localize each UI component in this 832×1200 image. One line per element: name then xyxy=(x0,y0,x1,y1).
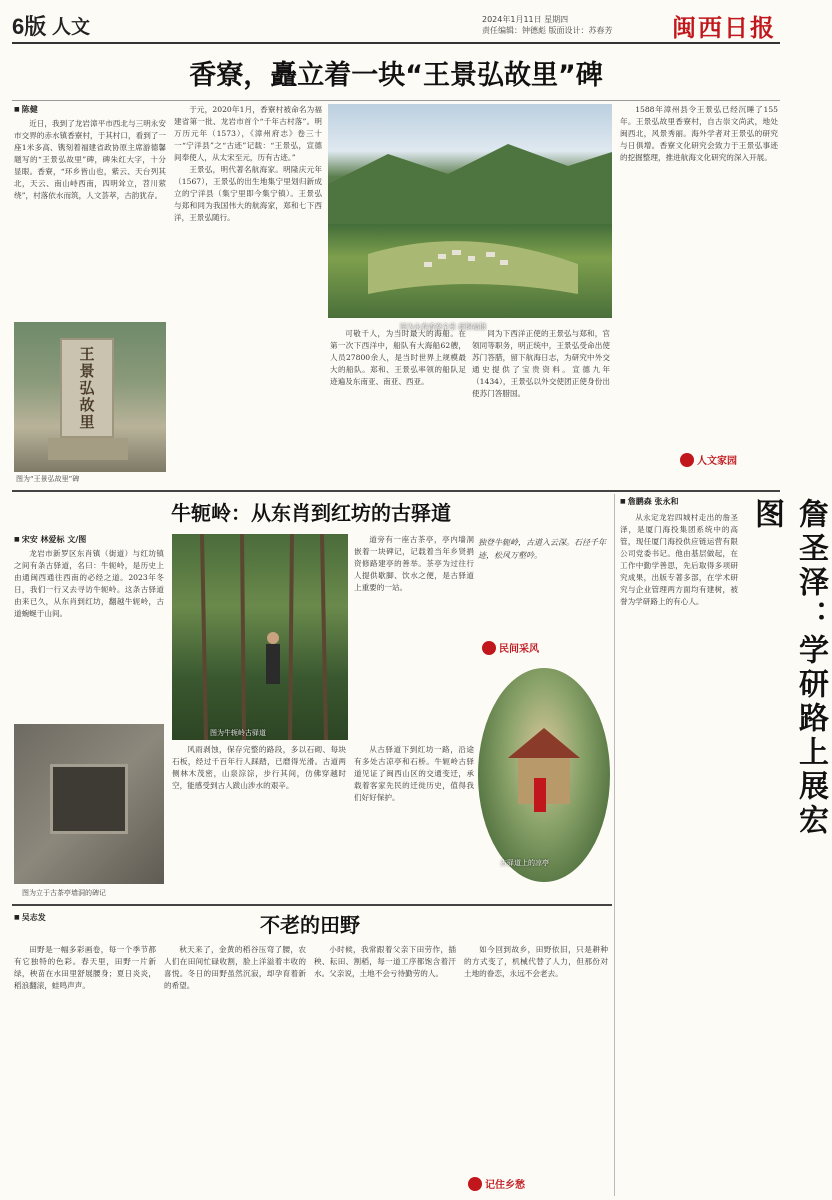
section-title: 人文 xyxy=(52,16,91,38)
article2-tag-label: 民间采风 xyxy=(499,644,539,655)
article4-column-tag xyxy=(468,1176,525,1191)
article2-photo1-caption: 图为牛轭岭古驿道 xyxy=(210,729,266,737)
stele-inscription: 王景弘故里 xyxy=(77,346,96,431)
article1-col5-text: 同为下西洋正使的王景弘与郑和，官领同等职务，明正统中，王景弘受命出使苏门答腊，留下航海日志，为研究中外交通史提供了宝贵资料。宣德九年（1434），王景弘以外交使团正使身份出使苏门答腊国。 xyxy=(472,329,610,398)
article1-rule xyxy=(12,100,780,101)
article4-headline: 不老的田野 xyxy=(260,913,360,937)
landscape-svg xyxy=(328,104,612,318)
article2-pavilion-photo xyxy=(478,668,610,882)
stele-base xyxy=(48,438,128,460)
article4-col1-text: 田野是一幅多彩画卷，每一个季节都有它独特的色彩。春天里，田野一片新绿，秧苗在水田里舒展腰身；夏日炎炎，稻浪翻滚，蛙鸣声声。 xyxy=(14,945,156,990)
article2-col3 xyxy=(354,534,474,660)
article1-col1 xyxy=(14,118,166,318)
article2-byline-box xyxy=(14,534,164,545)
column-tag-icon-2 xyxy=(482,641,496,655)
article4-tag-label: 记住乡愁 xyxy=(485,1180,525,1191)
article2-photo3-caption: 古驿道上的凉亭 xyxy=(500,859,549,867)
stele-stone xyxy=(60,338,114,438)
article1-col3-text: 王景弘，明代著名航海家。明隆庆元年（1567），王景弘的出生地集宁里划归新成立的宁洋县（集宁里即今集宁镇）。王景弘与郑和同为我国伟大的航海家，郑和七下西洋，王景弘随行。 xyxy=(174,165,322,222)
article1-col2-text: 于元，2020年1月，香寮村被命名为福建省第一批、龙岩市首个“千年古村落”。明万历元年（1573），《漳州府志》卷三十一“宁洋县”之“古迹”记载：“王景弘，宣德间奉使人，从太宋至元，历有古迹。” xyxy=(174,105,322,162)
article3-byline-box xyxy=(620,496,740,507)
issue-date: 2024年1月11日 星期四 xyxy=(482,15,569,24)
article2-col2-text: 风雨剥蚀，保存完整的路段，多以石砌、每块石板，经过千百年行人踩踏，已磨得光滑。古道两侧林木茂密，山泉淙淙，步行其间，仿佛穿越时空，能感受到古人跋山涉水的艰辛。 xyxy=(172,745,346,790)
article1-col6-text: 1588年漳州县令王景弘已经沉睡了155年。王景弘故里香寮村，自古崇文尚武，地处闽西北，风景秀丽。海外学者对王景弘的研究与日俱增。香寮文化研究会致力于王景弘事迹的挖掘整理，推进航海文化研究的深入开展。 xyxy=(620,105,778,162)
section-divider-2 xyxy=(12,904,612,906)
article2-col2 xyxy=(172,744,346,884)
article1-byline-box xyxy=(14,104,164,115)
hiker-head xyxy=(267,632,279,644)
article1-col6 xyxy=(620,104,778,444)
article4-col4-text: 如今回到故乡，田野依旧，只是耕种的方式变了，机械代替了人力，但那份对土地的眷恋，永远不会老去。 xyxy=(464,945,608,978)
page-number: 6版 xyxy=(12,14,47,39)
article2-col1-text: 龙岩市新罗区东肖镇（街道）与红坊镇之间有条古驿道，名曰：牛轭岭，是历史上由通闽西通往西南的必经之道。2023年冬日，我们一行又去寻访牛轭岭。这条古驿道由来已久，从东肖到红坊，翻越牛轭岭，古道蜿蜒于山间。 xyxy=(14,549,164,618)
article3-byline: ■ 詹鹏森 张永和 xyxy=(620,496,740,507)
column-tag-icon xyxy=(680,453,694,467)
article1-col5 xyxy=(472,328,610,486)
right-column-divider xyxy=(614,494,615,1196)
article1-photo2-caption: 图为永春香寮全景 颜锦福摄 xyxy=(400,323,487,331)
mountain-ridge xyxy=(328,144,612,224)
tree-trunks xyxy=(202,534,326,740)
article1-col2 xyxy=(174,104,322,486)
article1-stele-photo xyxy=(14,322,166,472)
valley-fields xyxy=(368,241,578,294)
article2-photo2-caption: 图为立于古茶亭墙洞的碑记 xyxy=(22,889,106,897)
article4-col2-text: 秋天来了，金黄的稻谷压弯了腰，农人们在田间忙碌收割，脸上洋溢着丰收的喜悦。冬日的田野虽然沉寂，却孕育着新的希望。 xyxy=(164,945,306,990)
article2-col4 xyxy=(354,744,474,884)
person-figure xyxy=(534,778,546,812)
newspaper-logo: 闽西日报 xyxy=(672,13,776,42)
article2-column-tag xyxy=(482,640,539,655)
article1-col4 xyxy=(330,328,466,486)
article2-col1 xyxy=(14,548,164,716)
article4-col4 xyxy=(464,944,608,1166)
article4-byline-box xyxy=(14,912,164,923)
article2-byline: ■ 宋安 林爱标 文/图 xyxy=(14,534,164,545)
pavilion-roof xyxy=(508,728,580,758)
article3-body-text: 从永定龙岩四城村走出的詹圣泽，是厦门海投集团系统中的高管，现任厦门海投供应链运营有限公司党委书记。他由基层做起，在工作中勤学善思，先后取得多项研究成果，出版专著多部，在学术研究与企业管理两方面均有建树，被誉为学研路上的有心人。 xyxy=(620,513,738,606)
section-divider-1 xyxy=(12,490,780,492)
hiker-figure xyxy=(266,644,280,684)
article1-photo1-caption: 图为“王景弘故里”碑 xyxy=(16,475,80,483)
masthead xyxy=(12,6,780,44)
article4-col2 xyxy=(164,944,306,1194)
editor-line: 责任编辑：钟德彪 版面设计：苏春芳 xyxy=(482,26,613,35)
pavilion-svg xyxy=(478,668,610,882)
article2-col3-text: 道旁有一座古茶亭，亭内墙洞嵌着一块碑记，记载着当年乡贤捐资修路建亭的善举。茶亭为过往行人提供歇脚、饮水之便，是古驿道上重要的一站。 xyxy=(354,535,474,592)
article2-forest-photo xyxy=(172,534,348,740)
article2-col4-text: 从古驿道下到红坊一路，沿途有多处古凉亭和石桥。牛轭岭古驿道见证了闽西山区的交通变迁，承载着客家先民的迁徙历史，值得我们好好保护。 xyxy=(354,745,474,802)
article3-body xyxy=(620,512,738,1192)
article4-col3 xyxy=(314,944,456,1194)
article4-col1 xyxy=(14,944,156,1194)
forest-svg xyxy=(172,534,348,740)
article1-tag-label: 人文家园 xyxy=(697,456,737,467)
article1-col1-text: 近日，我到了龙岩漳平市西北与三明永安市交界的赤水镇香寮村，于其村口，看到了一座1米多高、镌刻着福建省政协原主席游德馨题写的“王景弘故里”碑，碑朱红大字，十分显眼。香寮，“环乡皆山也，紫云、天台列其北，天云、南山峙西南，四明耸立，苕川萦绕”，村落依水而筑，人文荟萃，古韵犹存。 xyxy=(14,119,166,200)
article1-headline: 香寮，矗立着一块“王景弘故里”碑 xyxy=(189,60,603,91)
article2-poem: 独登牛轭岭，古道入云深。石径千年迹，松风万壑吟。 xyxy=(478,538,606,560)
wall-niche xyxy=(50,764,128,834)
issue-info xyxy=(482,14,613,36)
article2-headline: 牛轭岭：从东肖到红坊的古驿道 xyxy=(171,501,451,525)
article1-byline: ■ 陈健 xyxy=(14,104,164,115)
article2-tablet-photo xyxy=(14,724,164,884)
article3-vertical-title: 詹圣泽：学研路上展宏图 xyxy=(749,498,828,838)
column-tag-icon-3 xyxy=(468,1177,482,1191)
article4-col3-text: 小时候，我常跟着父亲下田劳作，插秧、耘田、割稻，每一道工序都饱含着汗水。父亲说，土地不会亏待勤劳的人。 xyxy=(314,945,456,978)
article1-col4-text: 可敬千人，为当时最大的海船。在第一次下西洋中，船队有大海船62艘，人员27800余人，是当时世界上规模最大的船队。郑和、王景弘率领的船队足迹遍及东南亚、南亚、西亚。 xyxy=(330,329,466,386)
article1-column-tag xyxy=(680,452,737,467)
article4-byline: ■ 吴志发 xyxy=(14,912,164,923)
article1-landscape-photo xyxy=(328,104,612,318)
